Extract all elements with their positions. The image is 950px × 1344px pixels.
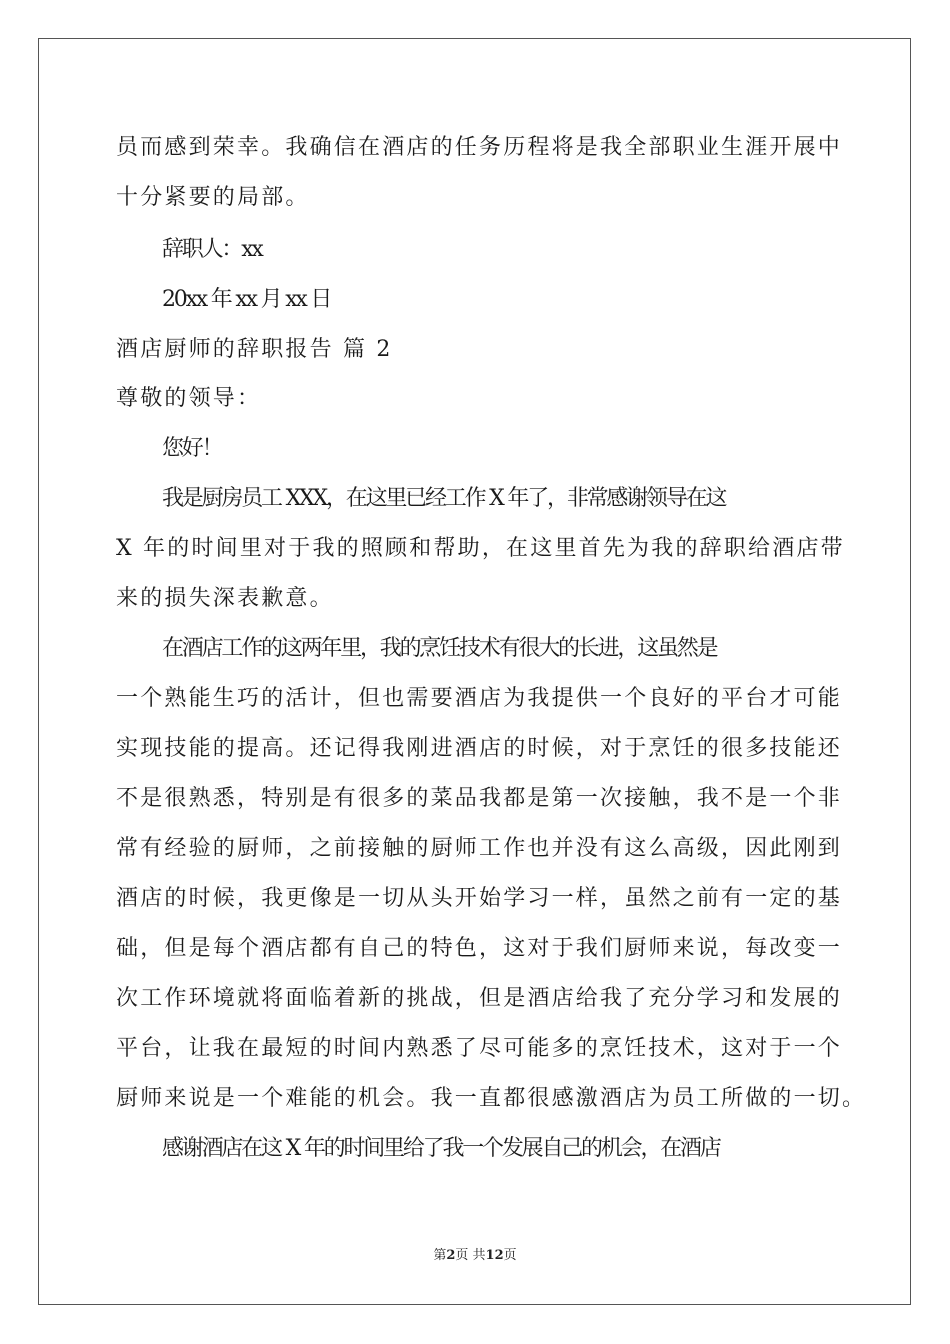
text-line: 实现技能的提高。还记得我刚进酒店的时候，对于烹饪的很多技能还 bbox=[116, 736, 843, 761]
footer-suffix: 页 bbox=[503, 1248, 517, 1263]
text-line: 平台，让我在最短的时间内熟悉了尽可能多的烹饪技术，这对于一个 bbox=[116, 1036, 843, 1061]
page-border bbox=[38, 38, 911, 1305]
text-line: 感谢酒店在这 X 年的时间里给了我一个发展自己的机会，在酒店 bbox=[162, 1136, 720, 1161]
text-line: 酒店的时候，我更像是一切从头开始学习一样，虽然之前有一定的基 bbox=[116, 886, 843, 911]
text-line: 我是厨房员工 XXX，在这里已经工作 X 年了，非常感谢领导在这 bbox=[162, 486, 726, 511]
date-line: 20xx 年 xx 月 xx 日 bbox=[162, 287, 331, 312]
footer-prefix: 第 bbox=[433, 1248, 447, 1263]
salutation: 尊敬的领导： bbox=[116, 386, 262, 411]
text-line: 础，但是每个酒店都有自己的特色，这对于我们厨师来说，每改变一 bbox=[116, 936, 843, 961]
text-line: 常有经验的厨师，之前接触的厨师工作也并没有这么高级，因此刚到 bbox=[116, 836, 843, 861]
text-line: 在酒店工作的这两年里，我的烹饪技术有很大的长进，这虽然是 bbox=[162, 636, 717, 661]
text-line: 来的损失深表歉意。 bbox=[116, 586, 334, 611]
text-line: 员而感到荣幸。我确信在酒店的任务历程将是我全部职业生涯开展中 bbox=[116, 135, 843, 160]
greeting: 您好！ bbox=[162, 436, 222, 461]
current-page-number: 2 bbox=[446, 1248, 456, 1263]
footer-mid: 页 共 bbox=[455, 1248, 486, 1263]
text-line: X 年的时间里对于我的照顾和帮助，在这里首先为我的辞职给酒店带 bbox=[116, 536, 845, 561]
text-line: 次工作环境就将面临着新的挑战，但是酒店给我了充分学习和发展的 bbox=[116, 986, 843, 1011]
page-footer bbox=[0, 1244, 950, 1263]
signature-line: 辞职人：xx bbox=[162, 237, 262, 262]
text-line: 十分紧要的局部。 bbox=[116, 185, 310, 210]
section-title: 酒店厨师的辞职报告 篇 2 bbox=[116, 337, 393, 362]
text-line: 不是很熟悉，特别是有很多的菜品我都是第一次接触，我不是一个非 bbox=[116, 786, 843, 811]
text-line: 厨师来说是一个难能的机会。我一直都很感激酒店为员工所做的一切。 bbox=[116, 1086, 867, 1111]
total-pages: 12 bbox=[485, 1248, 504, 1263]
text-line: 一个熟能生巧的活计，但也需要酒店为我提供一个良好的平台才可能 bbox=[116, 686, 843, 711]
